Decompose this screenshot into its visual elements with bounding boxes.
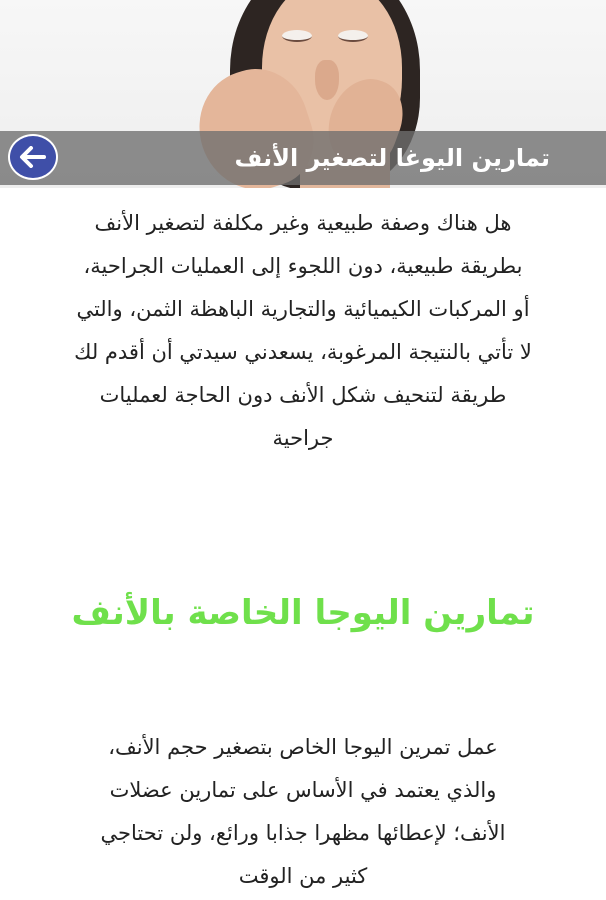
hero-nose bbox=[315, 60, 339, 100]
section-paragraph: عمل تمرين اليوجا الخاص بتصغير حجم الأنف، والذي يعتمد في الأساس على تمارين عضلات الأنف؛ لإعطائها مظهرا جذابا ورائع، ولن تحتاجي كثير من الوقت bbox=[100, 735, 506, 888]
back-button[interactable] bbox=[8, 134, 58, 180]
intro-paragraph: هل هناك وصفة طبيعية وغير مكلفة لتصغير الأنف بطريقة طبيعية، دون اللجوء إلى العمليات الجراحية، أو المركبات الكيميائية والتجارية الباهظة الثمن، والتي لا تأتي بالنتيجة المرغوبة، يسعدني سيدتي أن أقدم لك طريقة لتنحيف شكل الأنف دون الحاجة لعمليات جراحية bbox=[74, 211, 532, 450]
section-heading: تمارين اليوجا الخاصة بالأنف bbox=[71, 593, 535, 633]
hero-eye-left bbox=[282, 30, 312, 42]
page-title: تمارين اليوغا لتصغير الأنف bbox=[234, 144, 550, 172]
arrow-left-icon bbox=[19, 146, 47, 168]
hero-eye-right bbox=[338, 30, 368, 42]
title-bar bbox=[0, 131, 606, 185]
